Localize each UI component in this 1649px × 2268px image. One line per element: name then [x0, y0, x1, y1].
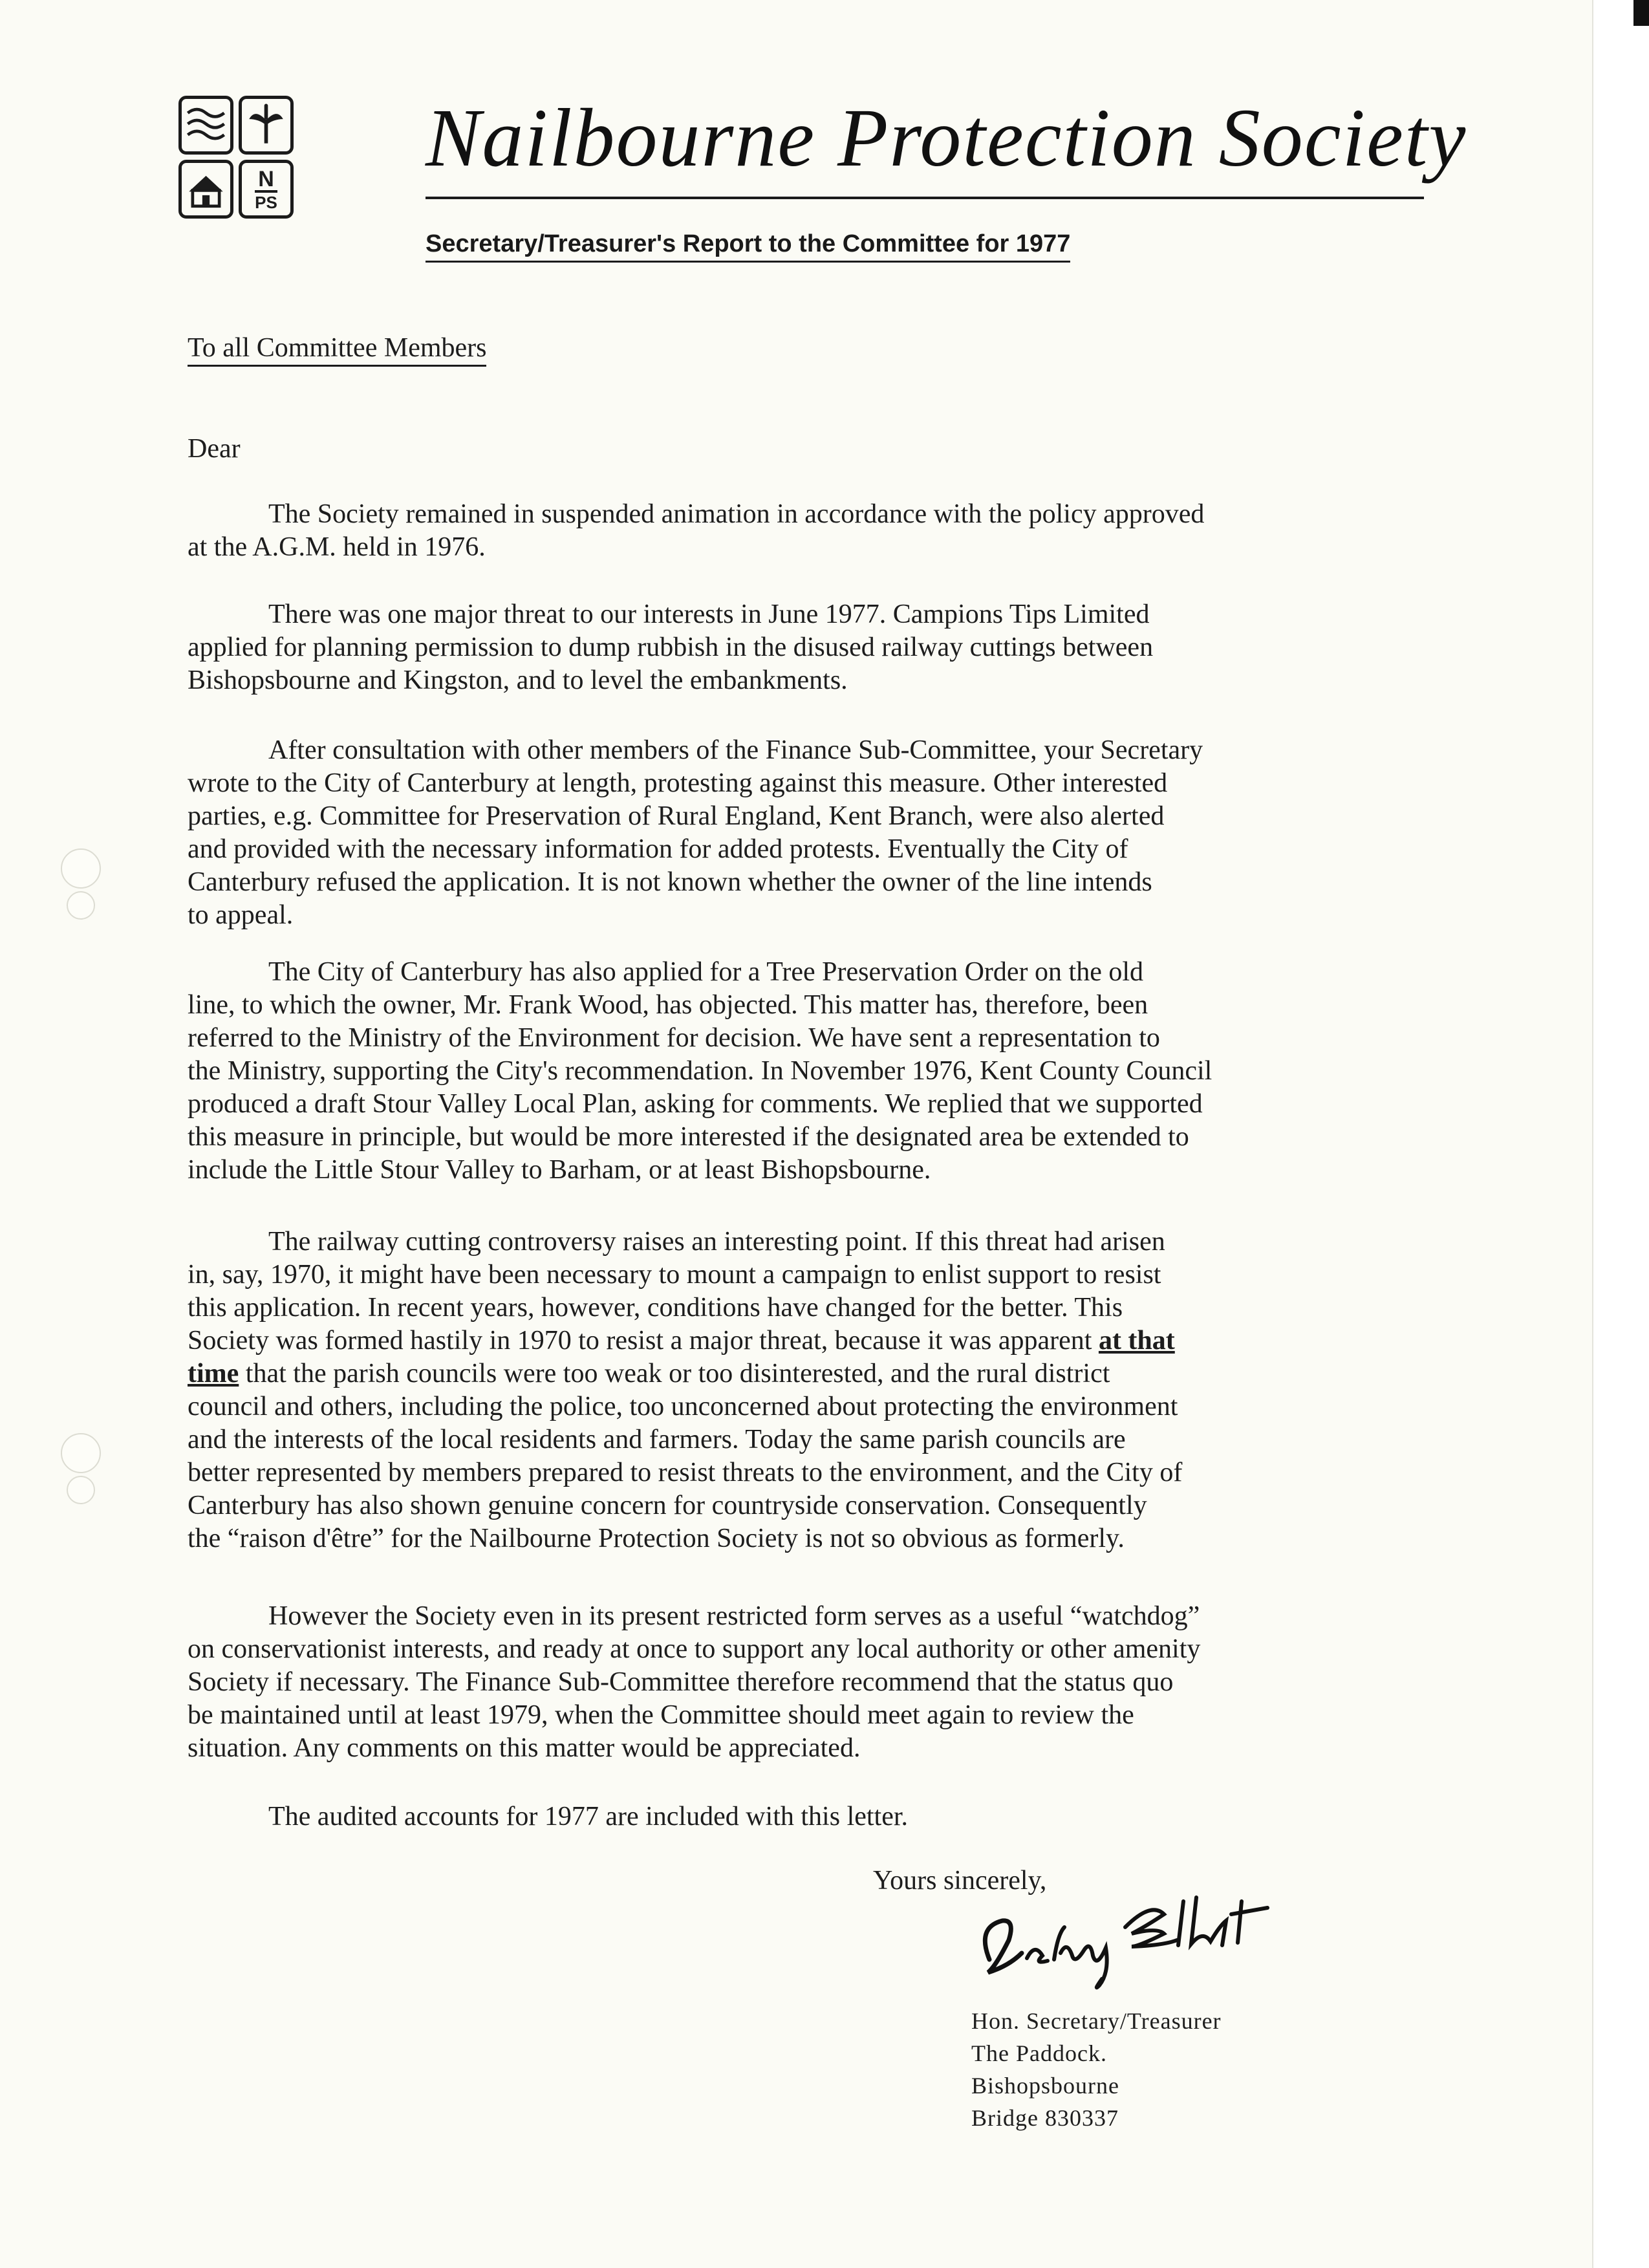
emphasized-text: time: [188, 1359, 239, 1388]
addressee-line: To all Committee Members: [188, 332, 486, 367]
text-line: The Society remained in suspended animation in accordance with the policy approved: [268, 499, 1205, 529]
text-line: be maintained until at least 1979, when the Committee should meet again to review the: [188, 1700, 1134, 1730]
scan-corner-shadow: [1633, 0, 1649, 26]
signer-details: [971, 2005, 1222, 2134]
text-line: However the Society even in its present restricted form serves as a useful “watchdog”: [268, 1601, 1200, 1631]
paragraph-7: [188, 1800, 1436, 1833]
handwritten-signature: [970, 1888, 1280, 1998]
text-line: the Ministry, supporting the City's recommendation. In November 1976, Kent County Council: [188, 1056, 1212, 1086]
punch-hole-upper: [61, 848, 101, 889]
organization-name: Nailbourne Protection Society: [426, 92, 1467, 184]
logo-stream-icon: [178, 96, 233, 155]
text-line: situation. Any comments on this matter would be appreciated.: [188, 1733, 861, 1763]
text-line: wrote to the City of Canterbury at length, protesting against this measure. Other interested: [188, 768, 1168, 798]
closing: Yours sincerely,: [873, 1866, 1047, 1895]
text-line: in, say, 1970, it might have been necessary to mount a campaign to enlist support to resist: [188, 1260, 1161, 1290]
logo-letters-ps: PS: [255, 190, 277, 211]
logo-tree-icon: [239, 96, 294, 155]
text-line: The railway cutting controversy raises an interesting point. If this threat had arisen: [268, 1227, 1165, 1257]
paragraph-2: [188, 598, 1436, 697]
address-line-1: The Paddock.: [971, 2040, 1107, 2066]
scan-border: [1592, 0, 1649, 2268]
logo-nps-monogram: [239, 160, 294, 219]
text-line: include the Little Stour Valley to Barham, or at least Bishopsbourne.: [188, 1155, 931, 1185]
text-line: line, to which the owner, Mr. Frank Wood, has objected. This matter has, therefore, been: [188, 990, 1148, 1020]
paragraph-5: [188, 1226, 1436, 1555]
text-line: council and others, including the police, too unconcerned about protecting the environment: [188, 1392, 1178, 1421]
text-line: to appeal.: [188, 900, 294, 930]
text-line: this application. In recent years, however, conditions have changed for the better. This: [188, 1293, 1123, 1323]
letterhead-rule: [426, 197, 1424, 199]
emphasized-text: at that: [1098, 1326, 1175, 1355]
salutation: Dear: [188, 434, 241, 464]
text-line: produced a draft Stour Valley Local Plan, asking for comments. We replied that we supported: [188, 1089, 1203, 1119]
text-line: this measure in principle, but would be more interested if the designated area be extended to: [188, 1122, 1189, 1152]
text-line: and provided with the necessary information for added protests. Eventually the City of: [188, 834, 1128, 864]
text-line: There was one major threat to our interests in June 1977. Campions Tips Limited: [268, 599, 1150, 629]
logo-letter-n: N: [258, 166, 274, 191]
text-segment: that the parish councils were too weak or too disinterested, and the rural district: [245, 1359, 1110, 1388]
paragraph-6: [188, 1600, 1436, 1765]
text-line: applied for planning permission to dump rubbish in the disused railway cuttings between: [188, 632, 1154, 662]
punch-hole-lower-2: [67, 1476, 95, 1504]
text-line: The audited accounts for 1977 are included with this letter.: [268, 1802, 909, 1831]
text-line: the “raison d'être” for the Nailbourne Protection Society is not so obvious as formerly.: [188, 1524, 1125, 1553]
text-line: The City of Canterbury has also applied for a Tree Preservation Order on the old: [268, 957, 1144, 987]
text-line: Bishopsbourne and Kingston, and to level the embankments.: [188, 665, 848, 695]
text-line: After consultation with other members of the Finance Sub-Committee, your Secretary: [268, 735, 1203, 765]
paragraph-4: [188, 956, 1436, 1187]
text-line: and the interests of the local residents and farmers. Today the same parish councils are: [188, 1425, 1126, 1454]
text-line-with-emphasis: [188, 1357, 1436, 1390]
text-line-with-emphasis: [188, 1324, 1436, 1357]
punch-hole-lower: [61, 1433, 101, 1473]
society-logo: [178, 96, 294, 219]
text-line: at the A.G.M. held in 1976.: [188, 532, 486, 562]
text-line: Canterbury refused the application. It is not known whether the owner of the line intends: [188, 867, 1152, 897]
text-segment: Society was formed hastily in 1970 to resist a major threat, because it was apparent: [188, 1326, 1092, 1355]
text-line: referred to the Ministry of the Environment for decision. We have sent a representation to: [188, 1023, 1160, 1053]
text-line: Society if necessary. The Finance Sub-Committee therefore recommend that the status quo: [188, 1667, 1174, 1697]
punch-hole-upper-2: [67, 891, 95, 920]
signer-title: Hon. Secretary/Treasurer: [971, 2008, 1222, 2034]
paragraph-3: [188, 734, 1436, 932]
phone-number: Bridge 830337: [971, 2105, 1119, 2131]
report-title: Secretary/Treasurer's Report to the Committee for 1977: [426, 230, 1070, 263]
text-line: parties, e.g. Committee for Preservation of Rural England, Kent Branch, were also alerted: [188, 801, 1165, 831]
text-line: on conservationist interests, and ready at once to support any local authority or other amenity: [188, 1634, 1201, 1664]
logo-cottage-icon: [178, 160, 233, 219]
text-line: Canterbury has also shown genuine concern for countryside conservation. Consequently: [188, 1491, 1147, 1520]
text-line: better represented by members prepared to resist threats to the environment, and the City of: [188, 1458, 1183, 1487]
address-line-2: Bishopsbourne: [971, 2073, 1119, 2099]
paragraph-1: [188, 498, 1436, 564]
